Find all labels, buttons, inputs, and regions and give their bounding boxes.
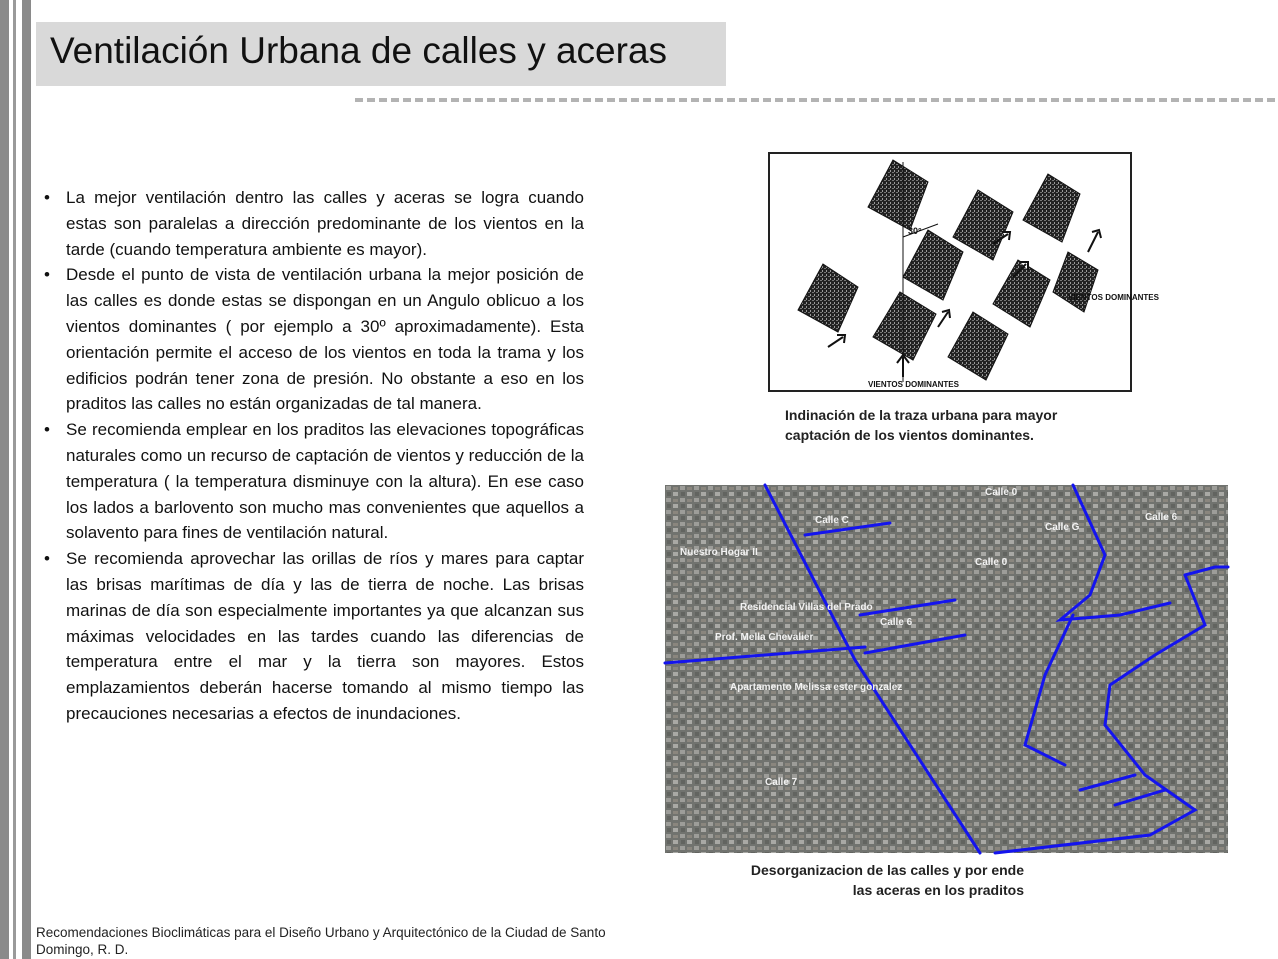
- map-caption: [668, 860, 1024, 900]
- wind-label-bottom: VIENTOS DOMINANTES: [868, 380, 959, 389]
- bullet-item: [44, 546, 584, 727]
- map-label: Calle 6: [880, 617, 913, 628]
- map-label: Apartamento Melissa ester gonzalez: [730, 682, 903, 693]
- aerial-map: [665, 485, 1228, 853]
- bullet-text: Se recomienda aprovechar las orillas de ríos y mares para captar las brisas marítimas de día y las de tierra de noche. Las brisas marinas de día son especialmente importantes ya que alcanzan sus máximas velocidades en las tardes cuando las diferencias de temperatura entre el mar y la tierra son mayores. Estos emplazamientos deberán hacerse tomando al mismo tiempo las precauciones necesarias a efectos de inundaciones.: [66, 549, 584, 723]
- left-border-bars: [0, 0, 40, 959]
- bullet-list: [44, 185, 584, 727]
- bullet-item: [44, 417, 584, 546]
- map-label: Residencial Villas del Prado: [740, 602, 873, 613]
- wind-orientation-diagram: [768, 152, 1159, 392]
- bullet-text: Se recomienda emplear en los praditos las elevaciones topográficas naturales como un recurso de captación de vientos y reducción de la temperatura ( la temperatura disminuye con la altura). En ese caso los lados a barlovento son mucho mas convenientes que aquellos a solavento para fines de ventilación natural.: [66, 420, 584, 543]
- map-label: Calle 7: [765, 777, 798, 788]
- map-label: Calle G: [1045, 522, 1080, 533]
- angle-label: 30°: [908, 226, 922, 236]
- bullet-dot: •: [44, 549, 50, 569]
- diagram-caption: Indinación de la traza urbana para mayor captación de los vientos dominantes.: [785, 407, 1058, 443]
- bullet-text: Desde el punto de vista de ventilación urbana la mejor posición de las calles es donde estas se dispongan en un Angulo oblicuo a los vientos dominantes ( por ejemplo a 30º aproximadamente). Esta orientación permite el acceso de los vientos en toda la trama y los edificios podrán tener zona de presión. No obstante a eso en los praditos las calles no están organizadas de tal manera.: [66, 265, 584, 414]
- map-label: Calle 0: [985, 487, 1018, 498]
- map-caption-line: las aceras en los praditos: [852, 882, 1024, 898]
- footer-source: Recomendaciones Bioclimáticas para el Diseño Urbano y Arquitectónico de la Ciudad de Santo Domingo, R. D.: [36, 925, 606, 957]
- bullet-dot: •: [44, 188, 50, 207]
- map-label: Nuestro Hogar II: [680, 547, 758, 558]
- map-caption-line: Desorganizacion de las calles y por ende: [750, 862, 1024, 878]
- bullet-item: [44, 185, 584, 262]
- map-label: Calle C: [815, 515, 849, 526]
- bullet-text: La mejor ventilación dentro las calles y aceras se logra cuando estas son paralelas a dirección predominante de los vientos en la tarde (cuando temperatura ambiente es mayor).: [66, 188, 584, 259]
- map-label: Calle 6: [1145, 512, 1178, 523]
- bullet-dot: •: [44, 420, 50, 440]
- title-dashed-divider: [355, 98, 1275, 102]
- bullet-dot: •: [44, 265, 50, 285]
- map-label: Prof. Mella Chevalier: [715, 632, 814, 643]
- bullet-item: [44, 262, 584, 417]
- page-title: Ventilación Urbana de calles y aceras: [50, 30, 668, 71]
- map-label: Calle 0: [975, 557, 1008, 568]
- wind-label-right: VIENTOS DOMINANTES: [1068, 293, 1159, 302]
